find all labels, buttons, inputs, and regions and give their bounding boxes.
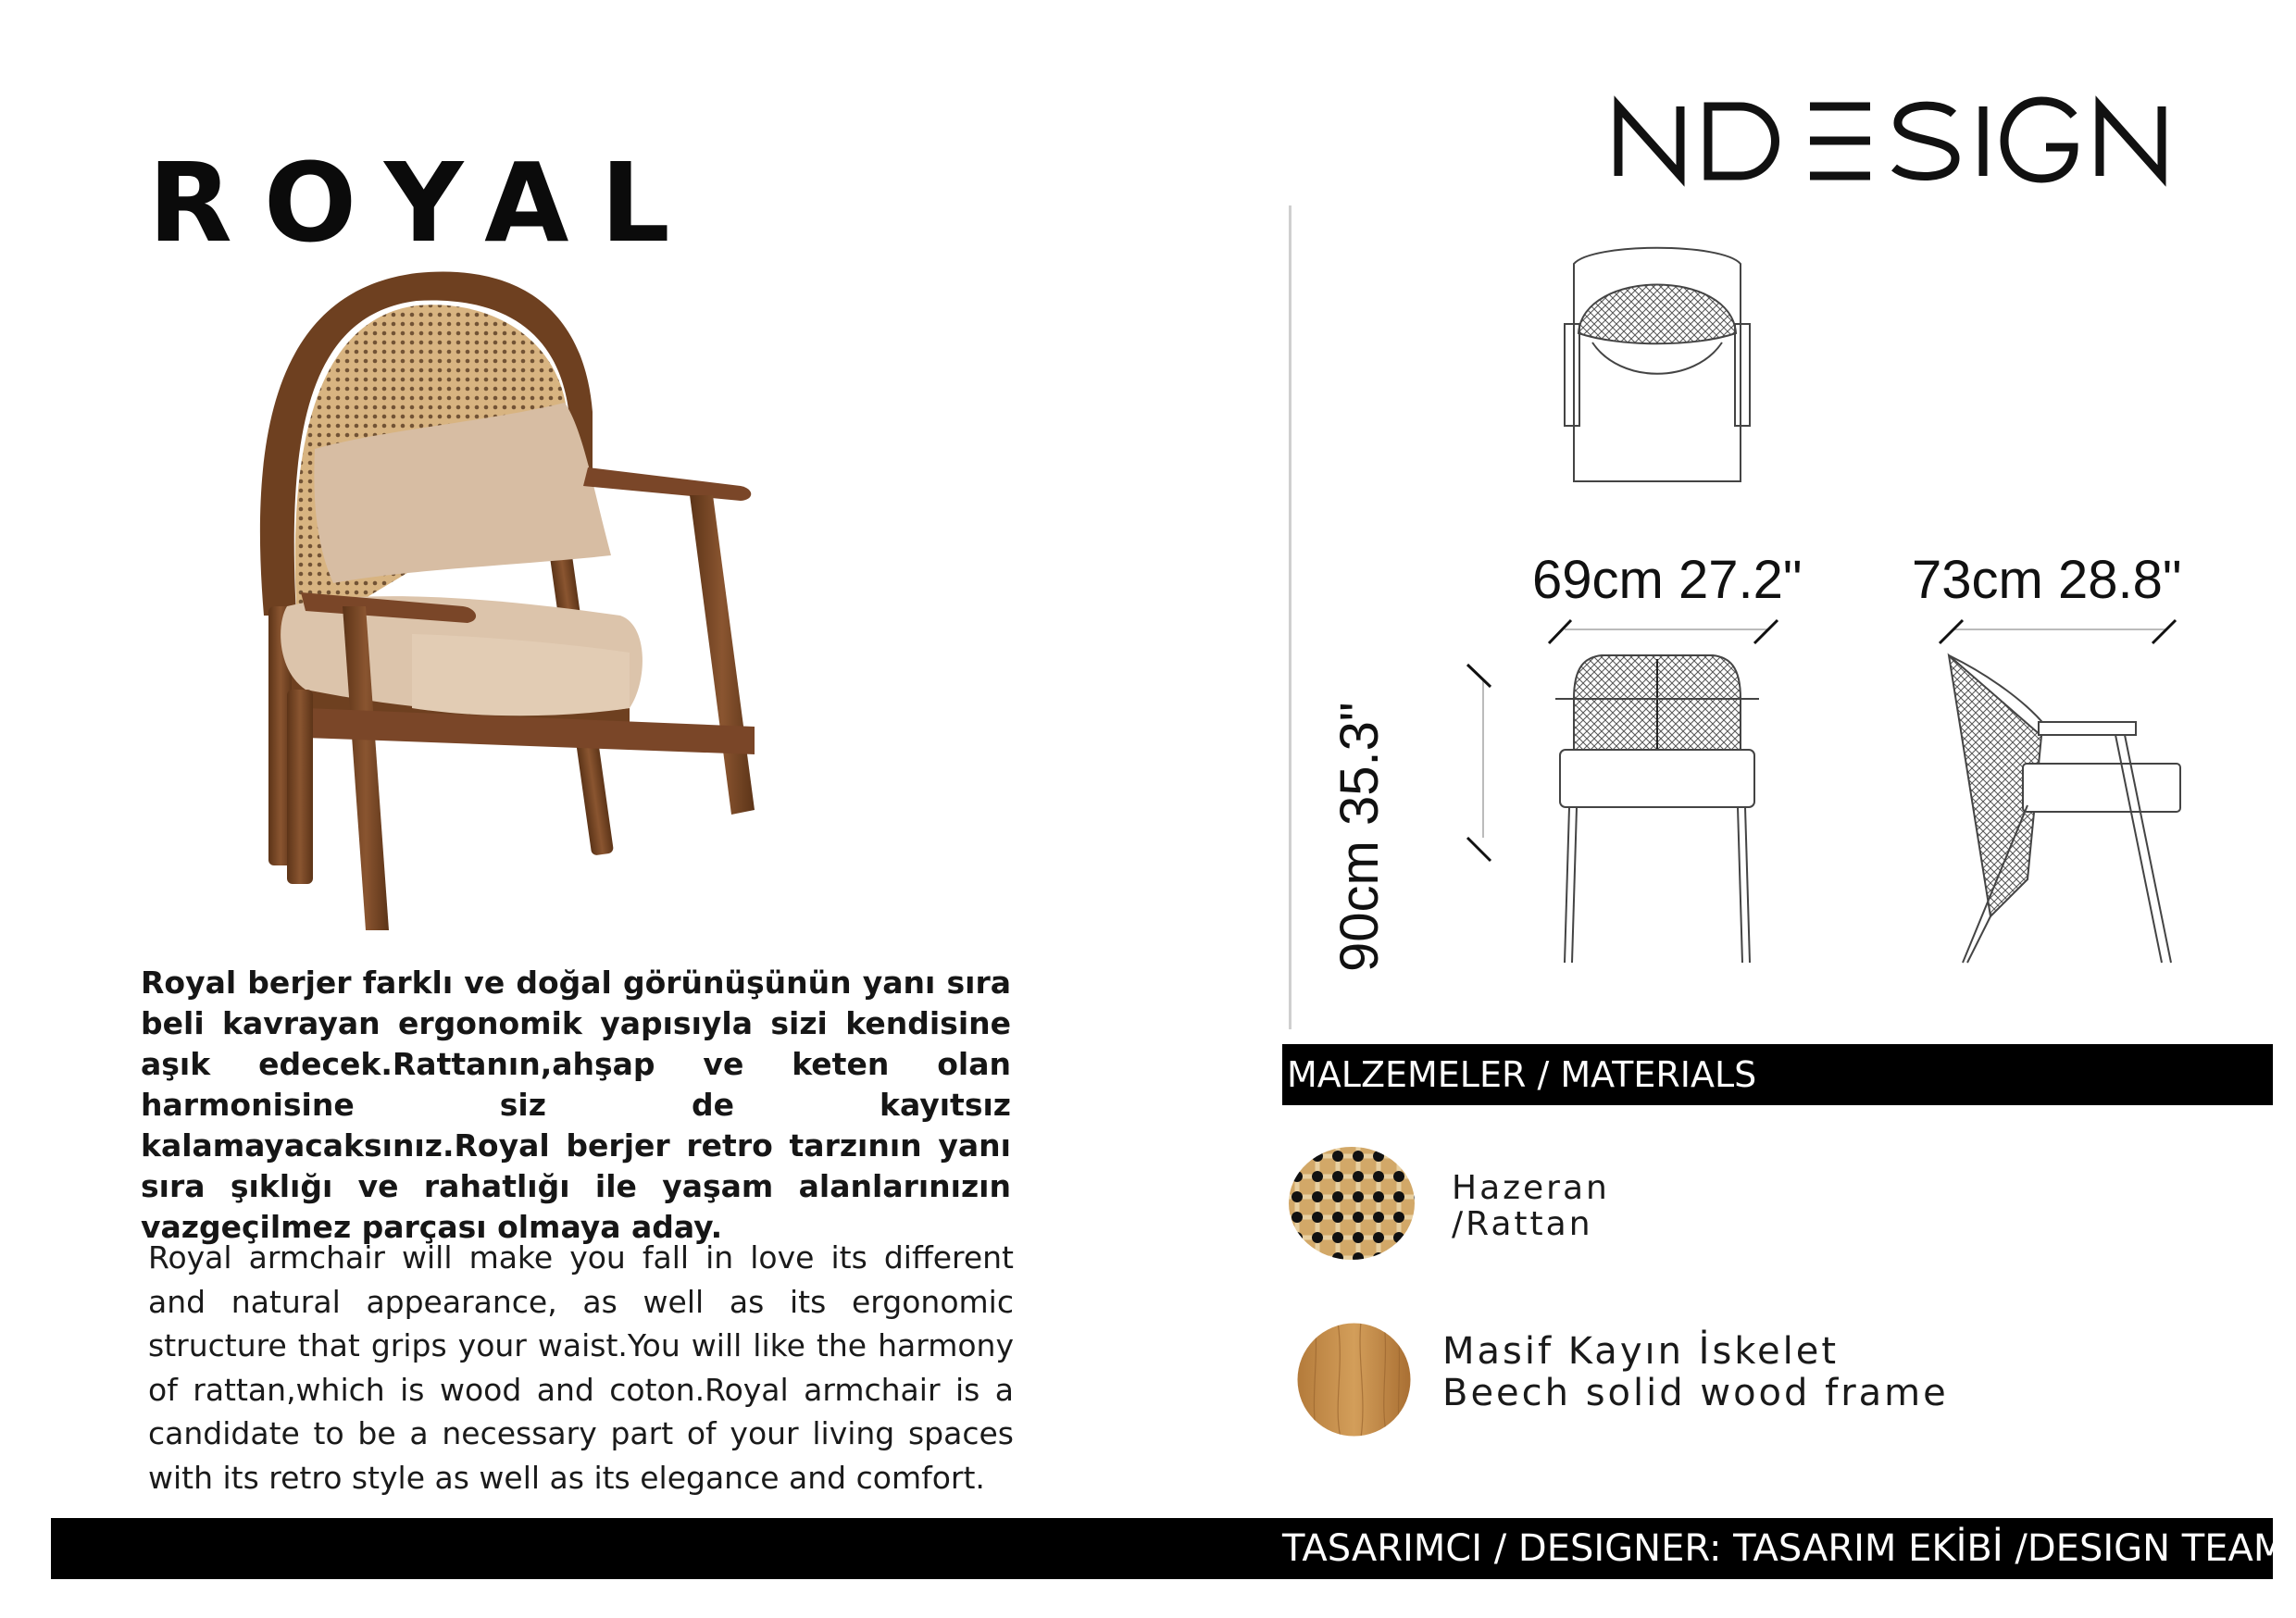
technical-drawings: [1287, 231, 2213, 1000]
material-rattan-label-en: /Rattan: [1452, 1205, 1593, 1243]
rattan-swatch-icon: [1287, 1146, 1416, 1262]
top-view-drawing: [1565, 248, 1750, 481]
description-english: Royal armchair will make you fall in love its different and natural appearance, as well as its ergonomic structure that grips your waist.You will like the harmony of rattan,which is wood and coton.Royal armchair is a candidate to be a necessary part of your living spaces with its retro style as well as its elegance and comfort.: [148, 1239, 1014, 1496]
materials-heading: MALZEMELER / MATERIALS: [1287, 1054, 1757, 1095]
depth-dimension: 73cm 28.8": [1912, 550, 2182, 610]
material-wood-label-tr: Masif Kayın İskelet: [1442, 1330, 1840, 1373]
material-wood-label-en: Beech solid wood frame: [1442, 1372, 1949, 1414]
side-view-drawing: [1949, 655, 2180, 963]
height-dimension: 90cm 35.3": [1329, 702, 1390, 972]
product-photo: [250, 264, 842, 940]
description-turkish: Royal berjer farklı ve doğal görünüşünün yanı sıra beli kavrayan ergonomik yapısıyla sizi kendisine aşık edecek.Rattanın,ahşap ve keten olan harmonisine siz de kayıtsız kalamayacaksınız.Royal berjer retro tarzının yanı sıra şıklığı ve rahatlığı ile yaşam alanlarınızın vazgeçilmez parçası olmaya aday.: [141, 965, 1011, 1245]
brand-logo: [1611, 88, 2176, 190]
product-title: ROYAL: [148, 139, 702, 267]
width-dimension: 69cm 27.2": [1532, 550, 1803, 610]
designer-credit: TASARIMCI / DESIGNER: TASARIM EKİBİ /DESIGN TEAM: [1282, 1527, 2286, 1570]
material-rattan-label-tr: Hazeran: [1452, 1169, 1610, 1207]
wood-swatch-icon: [1296, 1322, 1412, 1438]
front-view-drawing: [1555, 655, 1759, 963]
